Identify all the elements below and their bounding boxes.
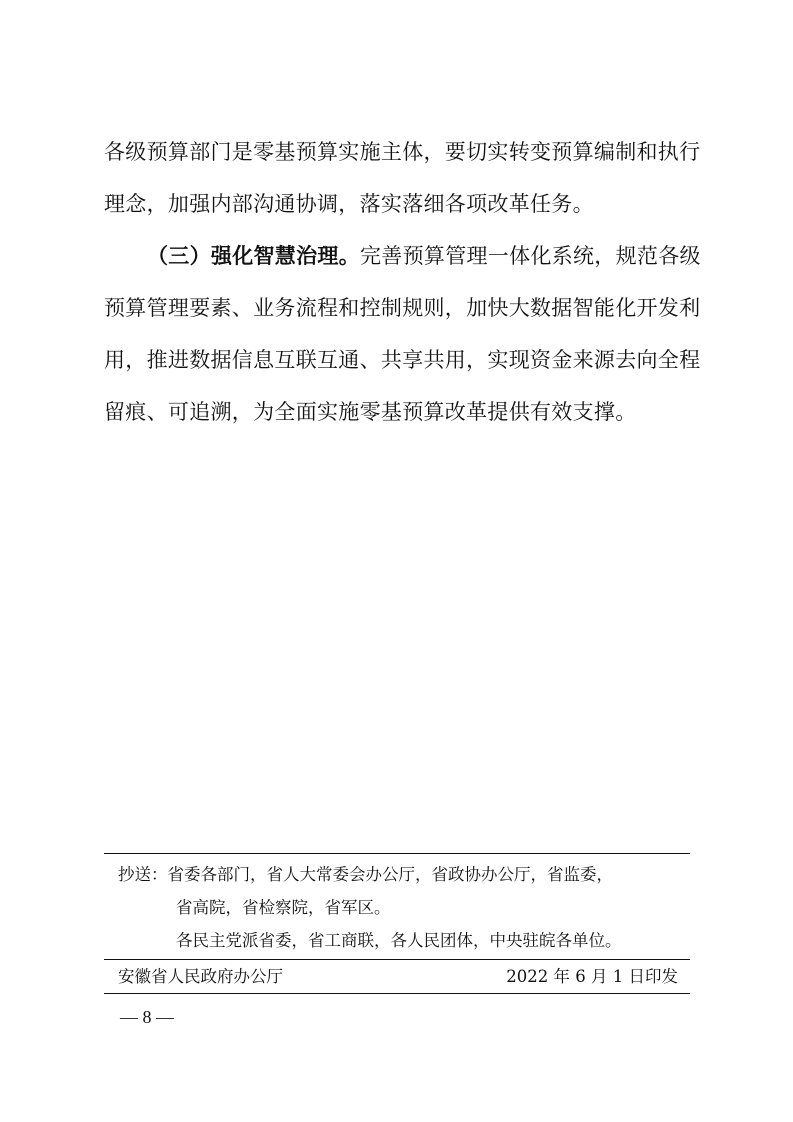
distribution-top-rule (104, 853, 690, 854)
distribution-label: 抄送： (118, 865, 168, 884)
distribution-recipients-1: 省委各部门，省人大常委会办公厅，省政协办公厅，省监委， (167, 865, 613, 884)
issuer-top-rule (104, 959, 690, 960)
body-text (104, 126, 701, 438)
paragraph-1-line-2: 理念，加强内部沟通协调，落实落细各项改革任务。 (104, 192, 594, 216)
issuer-name: 安徽省人民政府办公厅 (118, 967, 283, 986)
paragraph-2-line-4: 留痕、可追溯，为全面实施零基预算改革提供有效支撑。 (104, 400, 637, 424)
distribution-line-2: 省高院，省检察院，省军区。 (176, 898, 391, 917)
distribution-line-3: 各民主党派省委，省工商联，各人民团体，中央驻皖各单位。 (176, 931, 622, 950)
paragraph-2-line-1 (104, 230, 701, 282)
paragraph-2-line-2: 预算管理要素、业务流程和控制规则，加快大数据智能化开发利 (104, 296, 701, 320)
section-heading: （三）强化智慧治理。 (147, 244, 360, 268)
paragraph-2-line-3: 用，推进数据信息互联互通、共享共用，实现资金来源去向全程 (104, 348, 701, 372)
paragraph-1-line-1: 各级预算部门是零基预算实施主体，要切实转变预算编制和执行 (104, 140, 701, 164)
distribution-block (118, 858, 678, 957)
distribution-line-1 (118, 858, 678, 891)
paragraph-2-line-1-text: 完善预算管理一体化系统，规范各级 (360, 244, 701, 268)
issuer-bottom-rule (104, 993, 690, 994)
issue-date: 2022 年 6 月 1 日印发 (506, 967, 678, 986)
page-number: — 8 — (120, 1007, 174, 1027)
